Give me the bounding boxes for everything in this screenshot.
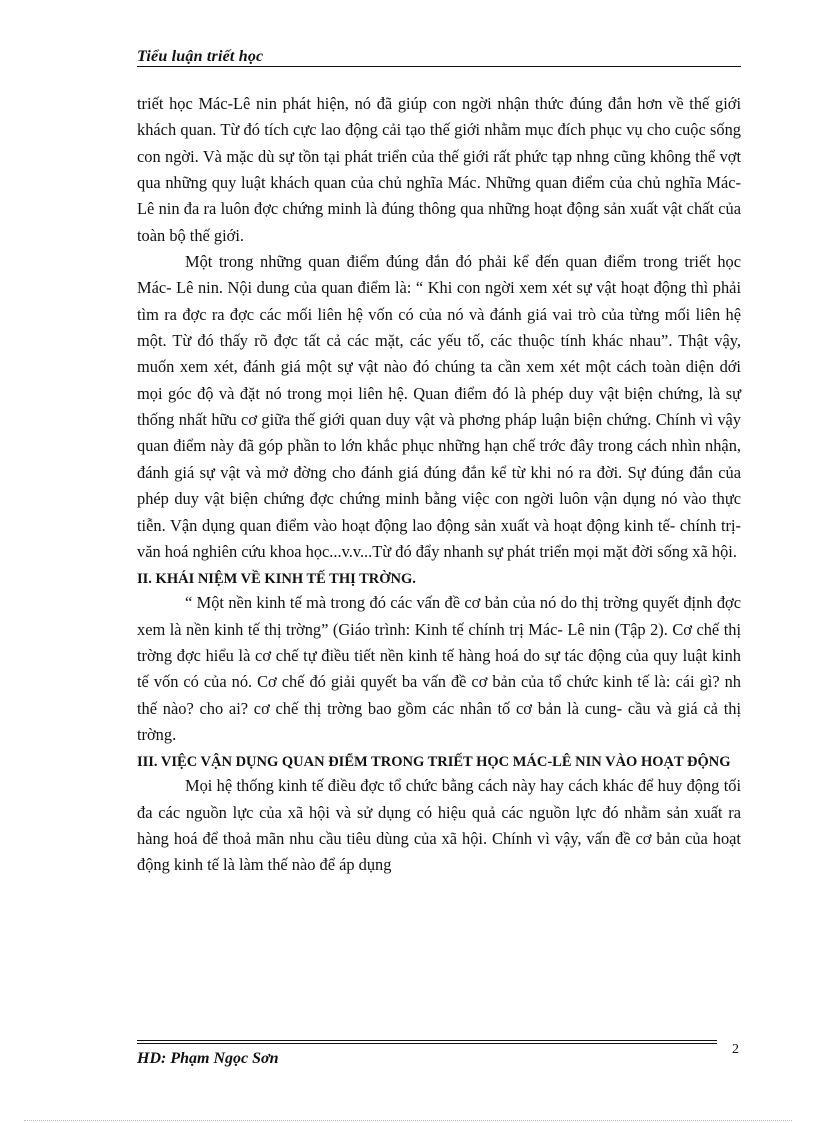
section-heading-2: II. KHÁI NIỆM VỀ KINH TẾ THỊ TRỜNG. bbox=[137, 571, 416, 588]
document-body bbox=[137, 91, 741, 879]
page-header bbox=[137, 48, 741, 66]
paragraph-1: triết học Mác-Lê nin phát hiện, nó đã giúp con ngời nhận thức đúng đắn hơn về thế giới khách quan. Từ đó tích cực lao động cải tạo thế giới nhằm mục đích phục vụ cho cuộc sống con ngời. Và mặc dù sự tồn tại phát triển của thế giới rất phức tạp nhng cũng không thể vợt qua những quy luật khách quan của chủ nghĩa Mác. Những quan điểm của chủ nghĩa Mác- Lê nin đa ra luôn đợc chứng minh là đúng thông qua những hoạt động sản xuất vật chất của toàn bộ thế giới. bbox=[137, 94, 741, 245]
page-footer bbox=[137, 1040, 741, 1068]
header-rule bbox=[137, 66, 741, 67]
section-heading-3: III. VIỆC VẬN DỤNG QUAN ĐIỂM TRONG TRIẾT HỌC MÁC-LÊ NIN VÀO HOẠT ĐỘNG bbox=[137, 754, 731, 771]
footer-author: HD: Phạm Ngọc Sơn bbox=[137, 1050, 279, 1067]
page-bottom-border bbox=[24, 1120, 792, 1121]
paragraph-4: Mọi hệ thống kinh tế điều đợc tổ chức bằng cách này hay cách khác để huy động tối đa các nguồn lực của xã hội và sử dụng có hiệu quả các nguồn lực đó nhằm sản xuất ra hàng hoá để thoả mãn nhu cầu tiêu dùng của xã hội. Chính vì vậy, vấn đề cơ bản của hoạt động kinh tế là làm thế nào để áp dụng bbox=[137, 776, 741, 875]
paragraph-2: Một trong những quan điểm đúng đắn đó phải kể đến quan điểm trong triết học Mác- Lê nin. Nội dung của quan điểm là: “ Khi con ngời xem xét sự vật hoạt động thì phải tìm ra đợc ra đợc các mối liên hệ vốn có của nó và đánh giá vai trò của từng mối liên hệ một. Từ đó thấy rõ đợc tất cả các mặt, các yếu tố, các thuộc tính khác nhau”. Thật vậy, muốn xem xét, đánh giá một sự vật nào đó chúng ta cần xem xét một cách toàn diện dới mọi góc độ và đặt nó trong mọi liên hệ. Quan điểm đó là phép duy vật biện chứng, là sự thống nhất hữu cơ giữa thế giới quan duy vật và phơng pháp luận biện chứng. Chính vì vậy quan điểm này đã góp phần to lớn khắc phục những hạn chế trớc đây trong cách nhìn nhận, đánh giá sự vật và mở đờng cho đánh giá đúng đắn kể từ khi nó ra đời. Sự đúng đắn của phép duy vật biện chứng đợc chứng minh bằng việc con ngời luôn vận dụng nó vào thực tiễn. Vận dụng quan điểm vào hoạt động lao động sản xuất và hoạt động kinh tế- chính trị- văn hoá nghiên cứu khoa học...v.v...Từ đó đẩy nhanh sự phát triển mọi mặt đời sống xã hội. bbox=[137, 252, 741, 561]
footer-rule bbox=[137, 1040, 717, 1041]
header-title: Tiểu luận triết học bbox=[137, 48, 264, 65]
page-number: 2 bbox=[732, 1042, 739, 1057]
paragraph-3: “ Một nền kinh tế mà trong đó các vấn đề cơ bản của nó do thị trờng quyết định đợc xem là nền kinh tế thị trờng” (Giáo trình: Kinh tế chính trị Mác- Lê nin (Tập 2). Cơ chế thị trờng đợc hiểu là cơ chế tự điều tiết nền kinh tế hàng hoá do sự tác động của quy luật kinh tế vốn có của nó. Cơ chế đó giải quyết ba vấn đề cơ bản của tổ chức kinh tế là: cái gì? nh thế nào? cho ai? cơ chế thị trờng bao gồm các nhân tố cơ bản là cung- cầu và giá cả thị trờng. bbox=[137, 593, 741, 744]
footer-rule-2 bbox=[137, 1043, 717, 1044]
